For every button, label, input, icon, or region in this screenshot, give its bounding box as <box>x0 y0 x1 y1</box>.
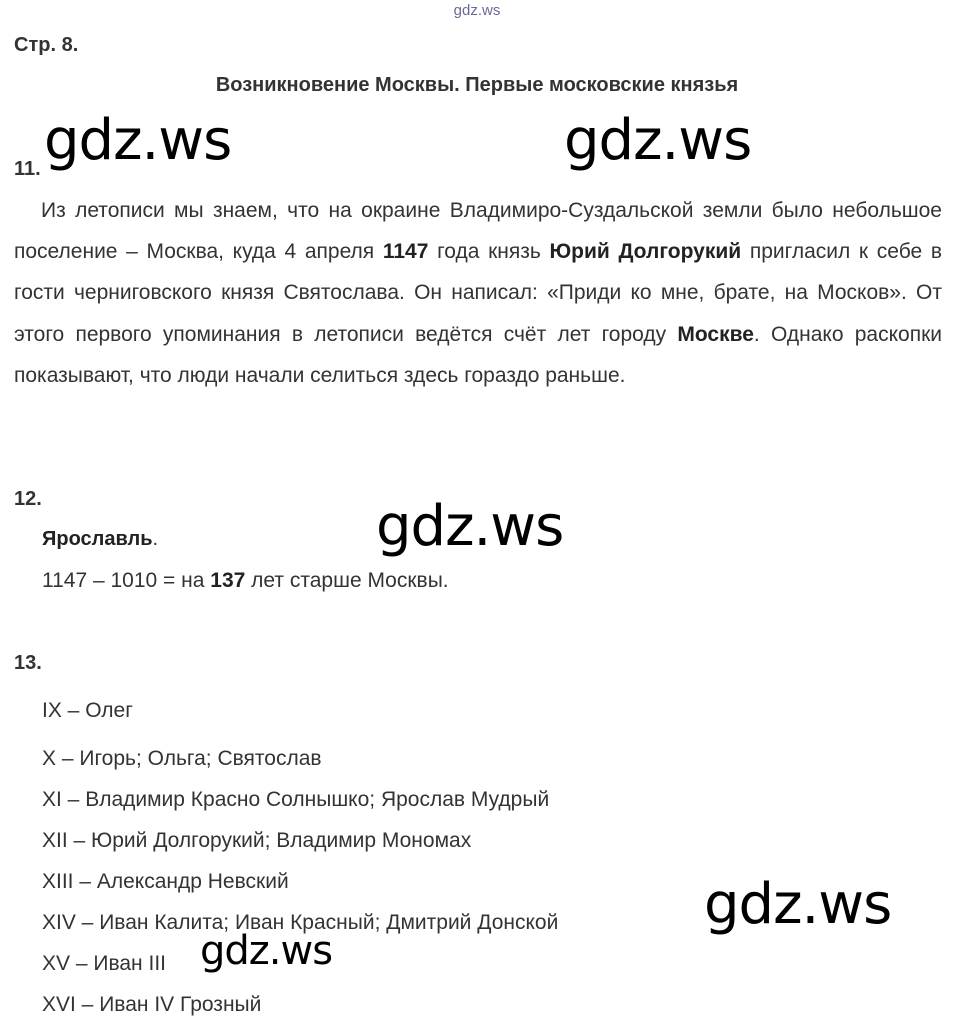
task-12-calculation <box>42 569 449 593</box>
century-item-15: XV – Иван III <box>42 952 166 975</box>
century-item-12: XII – Юрий Долгорукий; Владимир Мономах <box>42 829 472 852</box>
page-reference: Стр. 8. <box>14 34 79 56</box>
century-item-11: XI – Владимир Красно Солнышко; Ярослав Мудрый <box>42 788 550 811</box>
task-11-text-2: года князь <box>428 240 550 264</box>
task-12-answer-dot: . <box>152 528 159 550</box>
task-11-paragraph <box>14 190 942 396</box>
watermark-5: gdz.ws <box>200 928 333 974</box>
task-11-number: 11. <box>14 158 41 180</box>
task-12-number: 12. <box>14 488 42 510</box>
century-item-16: XVI – Иван IV Грозный <box>42 993 262 1016</box>
site-mark: gdz.ws <box>453 2 501 19</box>
task-12-calc-1: 1147 – 1010 = на <box>42 569 211 592</box>
task-12-answer-city: Ярославль <box>42 528 153 550</box>
century-item-14: XIV – Иван Калита; Иван Красный; Дмитрий Донской <box>42 911 559 934</box>
task-12-calc-years: 137 <box>210 569 246 592</box>
task-13-number: 13. <box>14 652 42 674</box>
watermark-1: gdz.ws <box>44 108 232 173</box>
task-11-year: 1147 <box>382 240 429 264</box>
watermark-3: gdz.ws <box>376 494 564 559</box>
task-12-answer <box>42 528 158 551</box>
task-11-text-4: . Однако раскопки показывают, что люди начали селиться здесь гораздо раньше. <box>14 322 942 387</box>
task-11-text-1: Из летописи мы знаем, что на окраине Владимиро-Суздальской земли было небольшое поселение – Москва, куда 4 апреля <box>14 199 942 264</box>
task-12-calc-2: лет старше Москвы. <box>245 569 449 592</box>
task-11-prince: Юрий Долгорукий <box>549 240 742 264</box>
century-item-13: XIII – Александр Невский <box>42 870 289 893</box>
task-11-city: Москве <box>677 322 754 346</box>
watermark-2: gdz.ws <box>564 108 752 173</box>
watermark-4: gdz.ws <box>704 872 892 937</box>
task-11-text-3: пригласил к себе в гости черниговского князя Святослава. Он написал: «Приди ко мне, брате, на Москов». От этого первого упоминания в летописи ведётся счёт лет городу <box>14 240 943 346</box>
century-item-10: X – Игорь; Ольга; Святослав <box>42 747 322 770</box>
page-title: Возникновение Москвы. Первые московские князья <box>215 74 739 96</box>
century-item-9: IX – Олег <box>42 699 133 722</box>
